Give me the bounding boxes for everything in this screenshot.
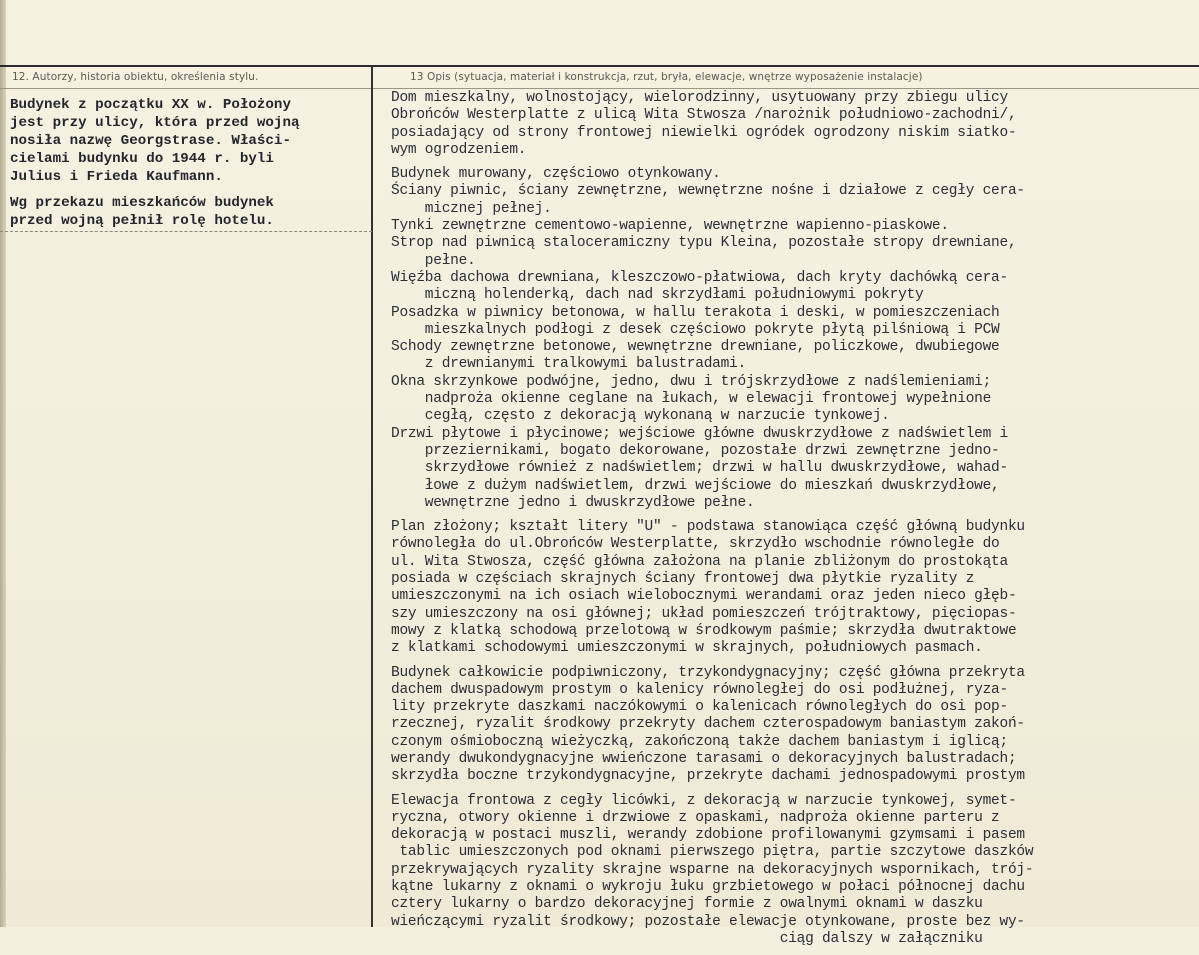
history-paragraph: Budynek z początku XX w. Położony jest przy ulicy, która przed wojną nosiła nazwę Georgstrase. Właści- cielami budynku do 1944 r. byli Julius i Frieda Kaufmann.	[10, 97, 300, 185]
form-header-rule	[0, 88, 1199, 89]
column-divider	[371, 66, 373, 927]
form-top-rule	[0, 65, 1199, 67]
description-paragraph-construction: Budynek murowany, częściowo otynkowany. Ściany piwnic, ściany zewnętrzne, wewnętrzne nośne i działowe z cegły cera- micznej pełnej. Tynki zewnętrzne cementowo-wapienne, wewnętrzne wapienno-piaskowe. Strop nad piwnicą staloceramiczny typu Kleina, pozostałe stropy drewniane, pełne. Więźba dachowa drewniana, kleszczowo-płatwiowa, dach kryty dachówką cera- miczną holenderką, dach nad skrzydłami południowymi pokryty Posadzka w piwnicy betonowa, w hallu terakota i deski, w pomieszczeniach mieszkalnych podłogi z desek częściowo pokryte płytą pilśniową i PCW Schody zewnętrzne betonowe, wewnętrzne drewniane, policzkowe, dwubiegowe z drewnianymi tralkowymi balustradami. Okna skrzynkowe podwójne, jedno, dwu i trójskrzydłowe z nadślemieniami; nadproża okienne ceglane na łukach, w elewacji frontowej wypełnione cegłą, często z dekoracją wykonaną w narzucie tynkowej. Drzwi płytowe i płycinowe; wejściowe główne dwuskrzydłowe z nadświetlem i przeziernikami, bogato dekorowane, pozostałe drzwi zewnętrzne jedno- skrzydłowe również z nadświetlem; drzwi w hallu dwuskrzydłowe, wahad- łowe z dużym nadświetlem, drzwi wejściowe do mieszkań dwuskrzydłowe, wewnętrzne jedno i dwuskrzydłowe pełne.	[391, 166, 1025, 511]
description-paragraph-plan: Plan złożony; kształt litery "U" - podstawa stanowiąca część główną budynku równoległa do ul.Obrońców Westerplatte, skrzydło wschodnie równoległe do ul. Wita Stwosza, część główna założona na planie zbliżonym do prostokąta posiada w częściach skrajnych ściany frontowej dwa płytkie ryzality z umieszczonymi na ich osiach wielobocznymi werandami oraz jeden nieco głęb- szy umieszczony na osi głównej; układ pomieszczeń trójtraktowy, pięciopas- mowy z klatką schodową przelotową w środkowym paśmie; skrzydła dwutraktowe z klatkami schodowymi umieszczonymi w skrajnych, południowych pasmach.	[391, 519, 1025, 657]
section-12-header: 12. Autorzy, historia obiektu, określenia stylu.	[12, 71, 259, 83]
description-paragraph-situation: Dom mieszkalny, wolnostojący, wielorodzinny, usytuowany przy zbiegu ulicy Obrońców Westerplatte z ulicą Wita Stwosza /narożnik południowo-zachodni/, posiadający od strony frontowej niewielki ogródek ogrodzony niskim siatko- wym ogrodzeniem.	[391, 90, 1017, 158]
description-paragraph-elevations: Elewacja frontowa z cegły licówki, z dekoracją w narzucie tynkowej, symet- ryczna, otwory okienne i drzwiowe z opaskami, nadproża okienne parteru z dekoracją w postaci muszli, werandy zdobione profilowanymi gzymsami i pasem tablic umieszczonych pod oknami pierwszego piętra, partie szczytowe daszków przekrywających ryzality skrajne wsparne na dekoracyjnych wspornikach, trój- kątne lukarny z oknami o wykroju łuku grzbietowego w połaci północnej dachu cztery lukarny o bardzo dekoracyjnej formie z owalnymi oknami w daszku wieńczącymi ryzalit środkowy; pozostałe elewacje otynkowane, proste bez wy- ciąg dalszy w załączniku	[391, 792, 1034, 947]
description-paragraph-massing: Budynek całkowicie podpiwniczony, trzykondygnacyjny; część główna przekryta dachem dwuspadowym prostym o kalenicy równoległej do osi podłużnej, ryza- lity przekryte daszkami naczókowymi o kalenicach równoległych do osi pop- rzecznej, ryzalit środkowy przekryty dachem czterospadowym baniastym zakoń- czonym ośmioboczną wieżyczką, zakończoną także dachem baniastym i iglicą; werandy dwukondygnacyjne wwieńczone tarasami o dekoracyjnych balustradach; skrzydła boczne trzykondygnacyjne, przekryte dachami jednospadowymi prostym	[391, 664, 1025, 785]
description-text-column	[391, 90, 1191, 955]
section-13-header: 13 Opis (sytuacja, materiał i konstrukcja, rzut, bryła, elewacje, wnętrze wyposażenie instalacje)	[410, 71, 923, 83]
page-edge-shadow	[0, 0, 6, 927]
history-paragraph: Wg przekazu mieszkańców budynek przed wojną pełnił rolę hotelu.	[10, 195, 274, 229]
history-text-column	[10, 96, 365, 238]
